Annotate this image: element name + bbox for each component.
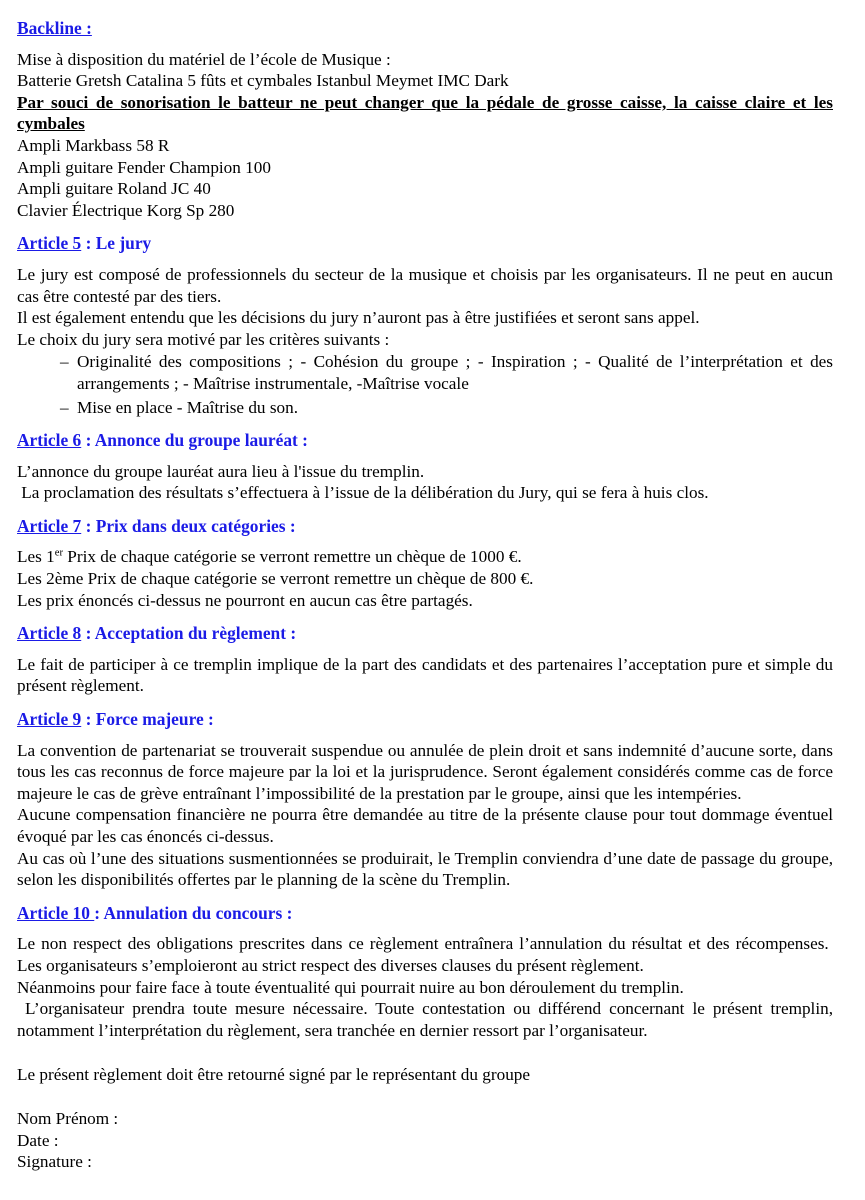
article-9-heading [17,709,833,731]
backline-item: Ampli guitare Roland JC 40 [17,179,211,199]
section-article-7 [17,516,833,611]
article-6-title: : Annonce du groupe lauréat : [81,430,308,451]
article-8-heading [17,623,833,645]
list-item-text: Mise en place - Maîtrise du son. [77,397,298,417]
prize-1-ordinal: er [54,547,63,559]
signature-date-label: Date : [17,1130,59,1150]
list-item-text: Originalité des compositions ; - Cohésion du groupe ; - Inspiration ; - Qualité de l’interprétation et des arrangements ; - Maîtrise instrumentale, -Maîtrise vocale [77,352,833,393]
article-6-paragraph: La proclamation des résultats s’effectuera à l’issue de la délibération du Jury, qui se fera à huis clos. [17,483,709,503]
section-backline [17,18,833,221]
article-8-number: Article 8 [17,623,82,644]
article-6-paragraph: L’annonce du groupe lauréat aura lieu à l'issue du tremplin. [17,461,425,481]
backline-intro: Mise à disposition du matériel de l’école de Musique : [17,49,391,69]
section-article-5 [17,233,833,418]
article-8-title: : Acceptation du règlement : [81,623,297,644]
article-7-prize-1 [17,546,833,568]
signature-name-label: Nom Prénom : [17,1108,119,1128]
article-9-title: : Force majeure : [81,709,214,730]
jury-criteria-list [17,351,833,418]
article-10-paragraph: Néanmoins pour faire face à toute éventualité qui pourrait nuire au bon déroulement du tremplin. [17,977,684,997]
article-8-paragraph: Le fait de participer à ce tremplin implique de la part des candidats et des partenaires l’acceptation pure et simple du présent règlement. [17,654,833,696]
dash-marker: – [60,352,69,372]
signature-sign-label: Signature : [17,1152,92,1172]
article-5-number: Article 5 [17,233,82,254]
list-item [17,351,833,394]
section-signature [17,1064,833,1172]
backline-item: Ampli Markbass 58 R [17,135,170,155]
article-6-number: Article 6 [17,430,82,451]
article-10-title: : Annulation du concours : [94,902,293,923]
article-7-number: Article 7 [17,515,82,536]
backline-heading [17,18,833,40]
prize-1-pre: Les 1 [17,547,55,567]
article-5-paragraph: Le choix du jury sera motivé par les critères suivants : [17,329,390,349]
article-7-prize-2: Les 2ème Prix de chaque catégorie se verront remettre un chèque de 800 €. [17,569,534,589]
article-5-title: : Le jury [81,233,152,254]
prize-1-post: Prix de chaque catégorie se verront remettre un chèque de 1000 €. [63,547,522,567]
backline-warning: Par souci de sonorisation le batteur ne peut changer que la pédale de grosse caisse, la caisse claire et les cymbales [17,92,833,134]
article-5-heading [17,233,833,255]
backline-battery: Batterie Gretsh Catalina 5 fûts et cymbales Istanbul Meymet IMC Dark [17,71,509,91]
backline-item: Ampli guitare Fender Champion 100 [17,157,271,177]
article-10-paragraph: L’organisateur prendra toute mesure nécessaire. Toute contestation ou différend concernant le présent tremplin, notamment l’interprétation du règlement, sera tranchée en dernier ressort par l’organisateur. [17,999,833,1040]
article-7-title: : Prix dans deux catégories : [81,515,296,536]
list-item [17,397,833,419]
section-article-8 [17,623,833,697]
article-10-heading [17,903,833,925]
article-7-heading [17,516,833,538]
article-10-paragraph: Le non respect des obligations prescrites dans ce règlement entraînera l’annulation du résultat et des récompenses. Les organisateurs s’emploieront au strict respect des diverses clauses du présent règlement. [17,934,833,975]
section-article-10 [17,903,833,1042]
dash-marker: – [60,397,69,417]
article-9-paragraph: Au cas où l’une des situations susmentionnées se produirait, le Tremplin conviendra d’une date de passage du groupe, selon les disponibilités offertes par le planning de la scène du Tremplin. [17,848,833,890]
signature-block [17,1108,833,1173]
article-10-number: Article 10 [17,902,95,923]
article-9-number: Article 9 [17,709,82,730]
article-9-paragraph: Aucune compensation financière ne pourra être demandée au titre de la présente clause pour tout dommage éventuel évoqué par les cas énoncés ci-dessus. [17,805,833,846]
article-5-paragraph: Le jury est composé de professionnels du secteur de la musique et choisis par les organisateurs. Il ne peut en aucun cas être contesté par des tiers. [17,264,833,306]
backline-item: Clavier Électrique Korg Sp 280 [17,200,235,220]
article-6-heading [17,430,833,452]
article-9-paragraph: La convention de partenariat se trouverait suspendue ou annulée de plein droit et sans indemnité d’aucune sorte, dans tous les cas reconnus de force majeure par la loi et la jurisprudence. Seront également considérés comme cas de force majeure le cas de grève entraînant l’impossibilité de la prestation par le groupe, ainsi que les intempéries. [17,740,833,803]
article-7-note: Les prix énoncés ci-dessus ne pourront en aucun cas être partagés. [17,590,473,610]
section-article-9 [17,709,833,891]
backline-heading-text: Backline : [17,18,92,38]
section-article-6 [17,430,833,504]
closing-statement: Le présent règlement doit être retourné signé par le représentant du groupe [17,1065,531,1085]
article-5-paragraph: Il est également entendu que les décisions du jury n’auront pas à être justifiées et seront sans appel. [17,308,700,328]
